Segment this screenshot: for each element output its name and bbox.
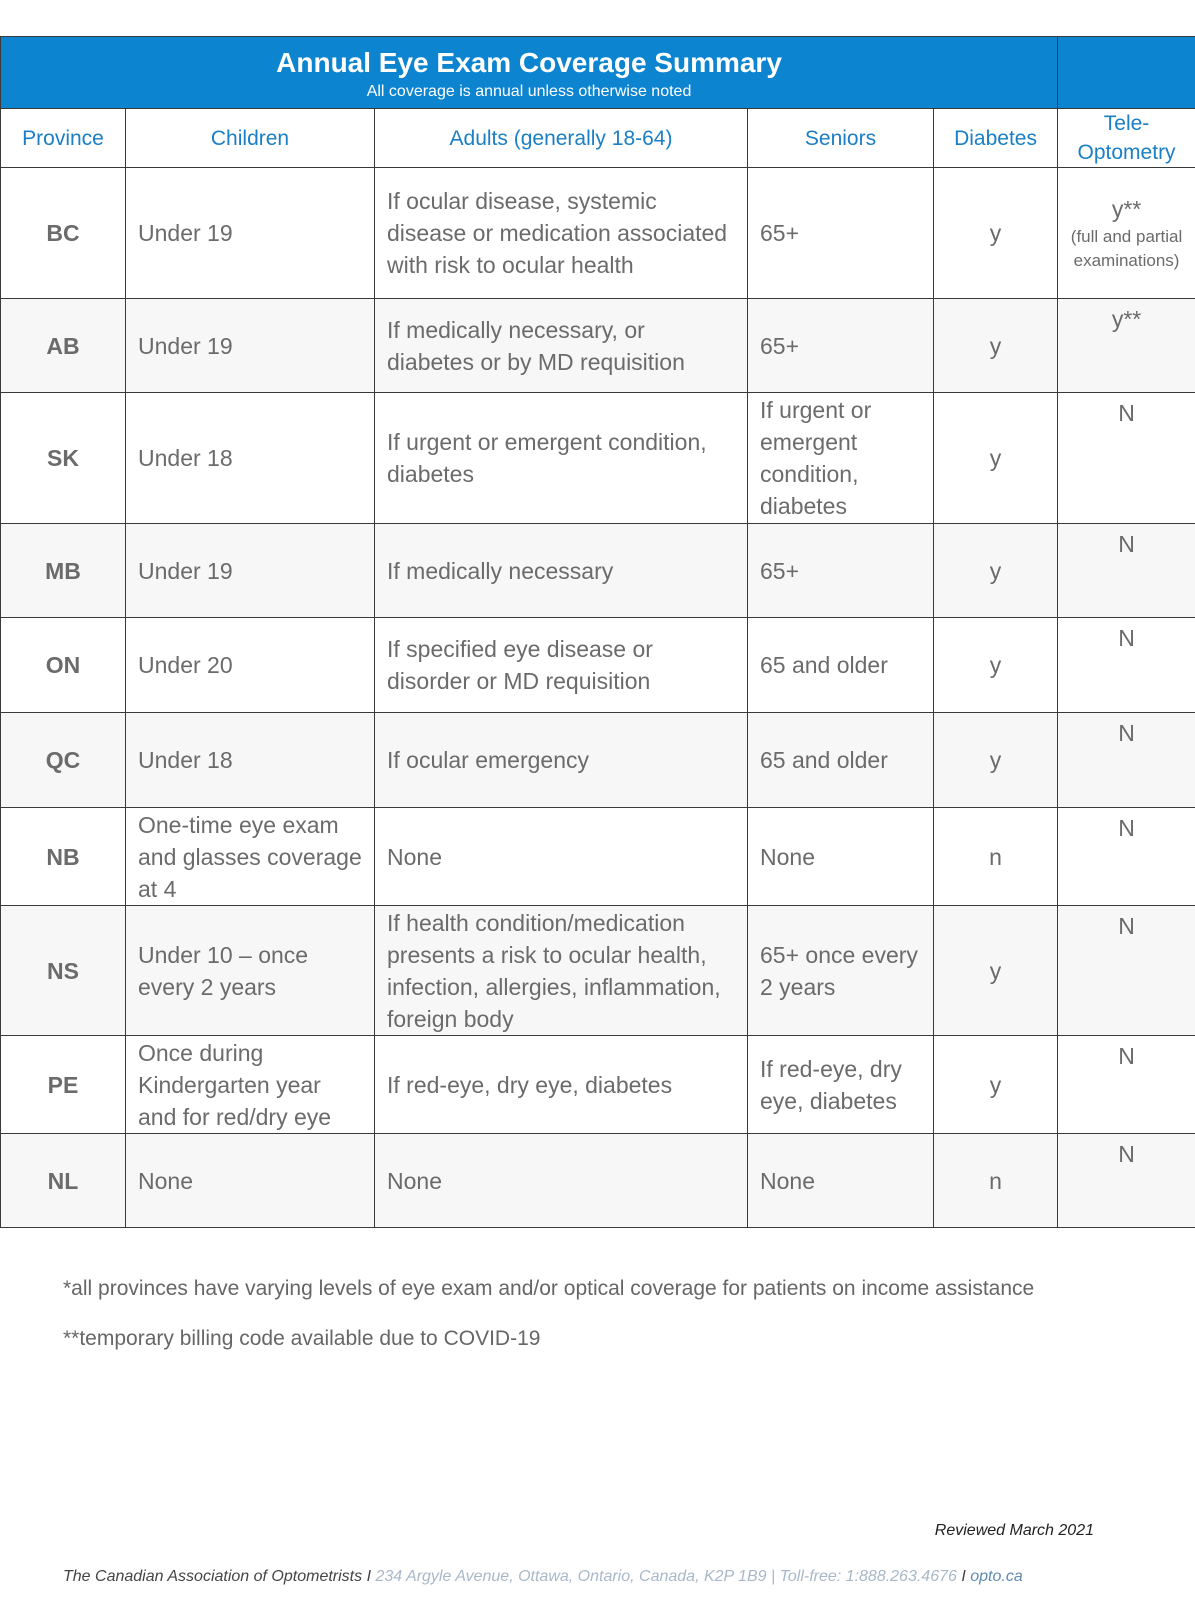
adults-cell: If medically necessary, or diabetes or by MD requisition — [375, 299, 748, 393]
reviewed-date: Reviewed March 2021 — [934, 1522, 1094, 1539]
adults-cell: If red-eye, dry eye, diabetes — [375, 1036, 748, 1134]
table-row — [1, 393, 1195, 524]
diabetes-cell: y — [934, 299, 1058, 393]
adults-cell: None — [375, 808, 748, 906]
province-cell: ON — [1, 618, 126, 713]
children-cell: Under 20 — [126, 618, 375, 713]
table-row — [1, 524, 1195, 618]
seniors-cell: 65+ — [748, 168, 934, 299]
children-cell: Under 19 — [126, 299, 375, 393]
province-cell: NL — [1, 1134, 126, 1228]
col-header-tele-optometry: Tele- Optometry — [1058, 109, 1195, 168]
table-row — [1, 1134, 1195, 1228]
page-footer — [63, 1568, 1023, 1586]
adults-cell: If urgent or emergent condition, diabetes — [375, 393, 748, 524]
tele-cell: N — [1058, 906, 1195, 1036]
tele-value: y** — [1111, 196, 1142, 222]
adults-cell: If health condition/medication presents a risk to ocular health, infection, allergies, inflammation, foreign body — [375, 906, 748, 1036]
table-row — [1, 299, 1195, 393]
children-cell: Under 18 — [126, 713, 375, 808]
tele-cell — [1058, 168, 1195, 299]
seniors-cell: None — [748, 1134, 934, 1228]
diabetes-cell: y — [934, 906, 1058, 1036]
children-cell: Under 19 — [126, 168, 375, 299]
province-cell: AB — [1, 299, 126, 393]
province-cell: SK — [1, 393, 126, 524]
seniors-cell: If urgent or emergent condition, diabetes — [748, 393, 934, 524]
adults-cell: If specified eye disease or disorder or MD requisition — [375, 618, 748, 713]
diabetes-cell: y — [934, 524, 1058, 618]
province-cell: NB — [1, 808, 126, 906]
tele-cell: N — [1058, 618, 1195, 713]
coverage-sheet — [0, 36, 1195, 1228]
tele-cell: N — [1058, 1036, 1195, 1134]
diabetes-cell: y — [934, 1036, 1058, 1134]
province-cell: QC — [1, 713, 126, 808]
diabetes-cell: n — [934, 1134, 1058, 1228]
diabetes-cell: n — [934, 808, 1058, 906]
col-header-province: Province — [1, 109, 126, 168]
footer-website-link[interactable]: opto.ca — [970, 1568, 1023, 1585]
table-banner — [1, 37, 1195, 109]
diabetes-cell: y — [934, 393, 1058, 524]
province-cell: MB — [1, 524, 126, 618]
col-header-adults: Adults (generally 18-64) — [375, 109, 748, 168]
children-cell: Once during Kindergarten year and for red/dry eye — [126, 1036, 375, 1134]
page-title: Annual Eye Exam Coverage Summary — [276, 46, 782, 78]
seniors-cell: 65 and older — [748, 713, 934, 808]
tele-cell: N — [1058, 1134, 1195, 1228]
diabetes-cell: y — [934, 618, 1058, 713]
table-row — [1, 713, 1195, 808]
footnote-income-assistance: *all provinces have varying levels of eye exam and/or optical coverage for patients on income assistance — [63, 1277, 1035, 1300]
footer-address: 234 Argyle Avenue, Ottawa, Ontario, Canada, K2P 1B9 | Toll-free: 1:888.263.4676 — [375, 1568, 957, 1585]
seniors-cell: 65+ — [748, 524, 934, 618]
tele-cell: N — [1058, 393, 1195, 524]
banner-empty-cell — [1058, 37, 1195, 109]
page-subtitle: All coverage is annual unless otherwise noted — [366, 82, 692, 100]
table-row — [1, 1036, 1195, 1134]
coverage-table — [0, 36, 1195, 1228]
province-cell: PE — [1, 1036, 126, 1134]
footer-org: The Canadian Association of Optometrists — [63, 1568, 363, 1585]
footnote-covid-billing: **temporary billing code available due to COVID-19 — [63, 1327, 541, 1350]
table-row — [1, 808, 1195, 906]
tele-cell: N — [1058, 808, 1195, 906]
adults-cell: If ocular emergency — [375, 713, 748, 808]
children-cell: One-time eye exam and glasses coverage at 4 — [126, 808, 375, 906]
province-cell: BC — [1, 168, 126, 299]
seniors-cell: If red-eye, dry eye, diabetes — [748, 1036, 934, 1134]
seniors-cell: 65 and older — [748, 618, 934, 713]
column-headers — [1, 109, 1195, 168]
province-cell: NS — [1, 906, 126, 1036]
footnotes — [63, 1275, 1034, 1375]
table-row — [1, 618, 1195, 713]
table-row — [1, 906, 1195, 1036]
adults-cell: None — [375, 1134, 748, 1228]
diabetes-cell: y — [934, 168, 1058, 299]
adults-cell: If medically necessary — [375, 524, 748, 618]
children-cell: Under 19 — [126, 524, 375, 618]
adults-cell: If ocular disease, systemic disease or medication associated with risk to ocular health — [375, 168, 748, 299]
col-header-diabetes: Diabetes — [934, 109, 1058, 168]
tele-cell: N — [1058, 713, 1195, 808]
tele-cell: y** — [1058, 299, 1195, 393]
children-cell: Under 18 — [126, 393, 375, 524]
footer-separator: I — [961, 1568, 966, 1585]
col-header-seniors: Seniors — [748, 109, 934, 168]
footer-separator: I — [366, 1568, 372, 1585]
seniors-cell: 65+ once every 2 years — [748, 906, 934, 1036]
children-cell: None — [126, 1134, 375, 1228]
seniors-cell: 65+ — [748, 299, 934, 393]
col-header-children: Children — [126, 109, 375, 168]
diabetes-cell: y — [934, 713, 1058, 808]
seniors-cell: None — [748, 808, 934, 906]
tele-cell: N — [1058, 524, 1195, 618]
tele-note: (full and partial examinations) — [1070, 227, 1183, 270]
children-cell: Under 10 – once every 2 years — [126, 906, 375, 1036]
banner-cell — [1, 37, 1058, 109]
table-row — [1, 168, 1195, 299]
